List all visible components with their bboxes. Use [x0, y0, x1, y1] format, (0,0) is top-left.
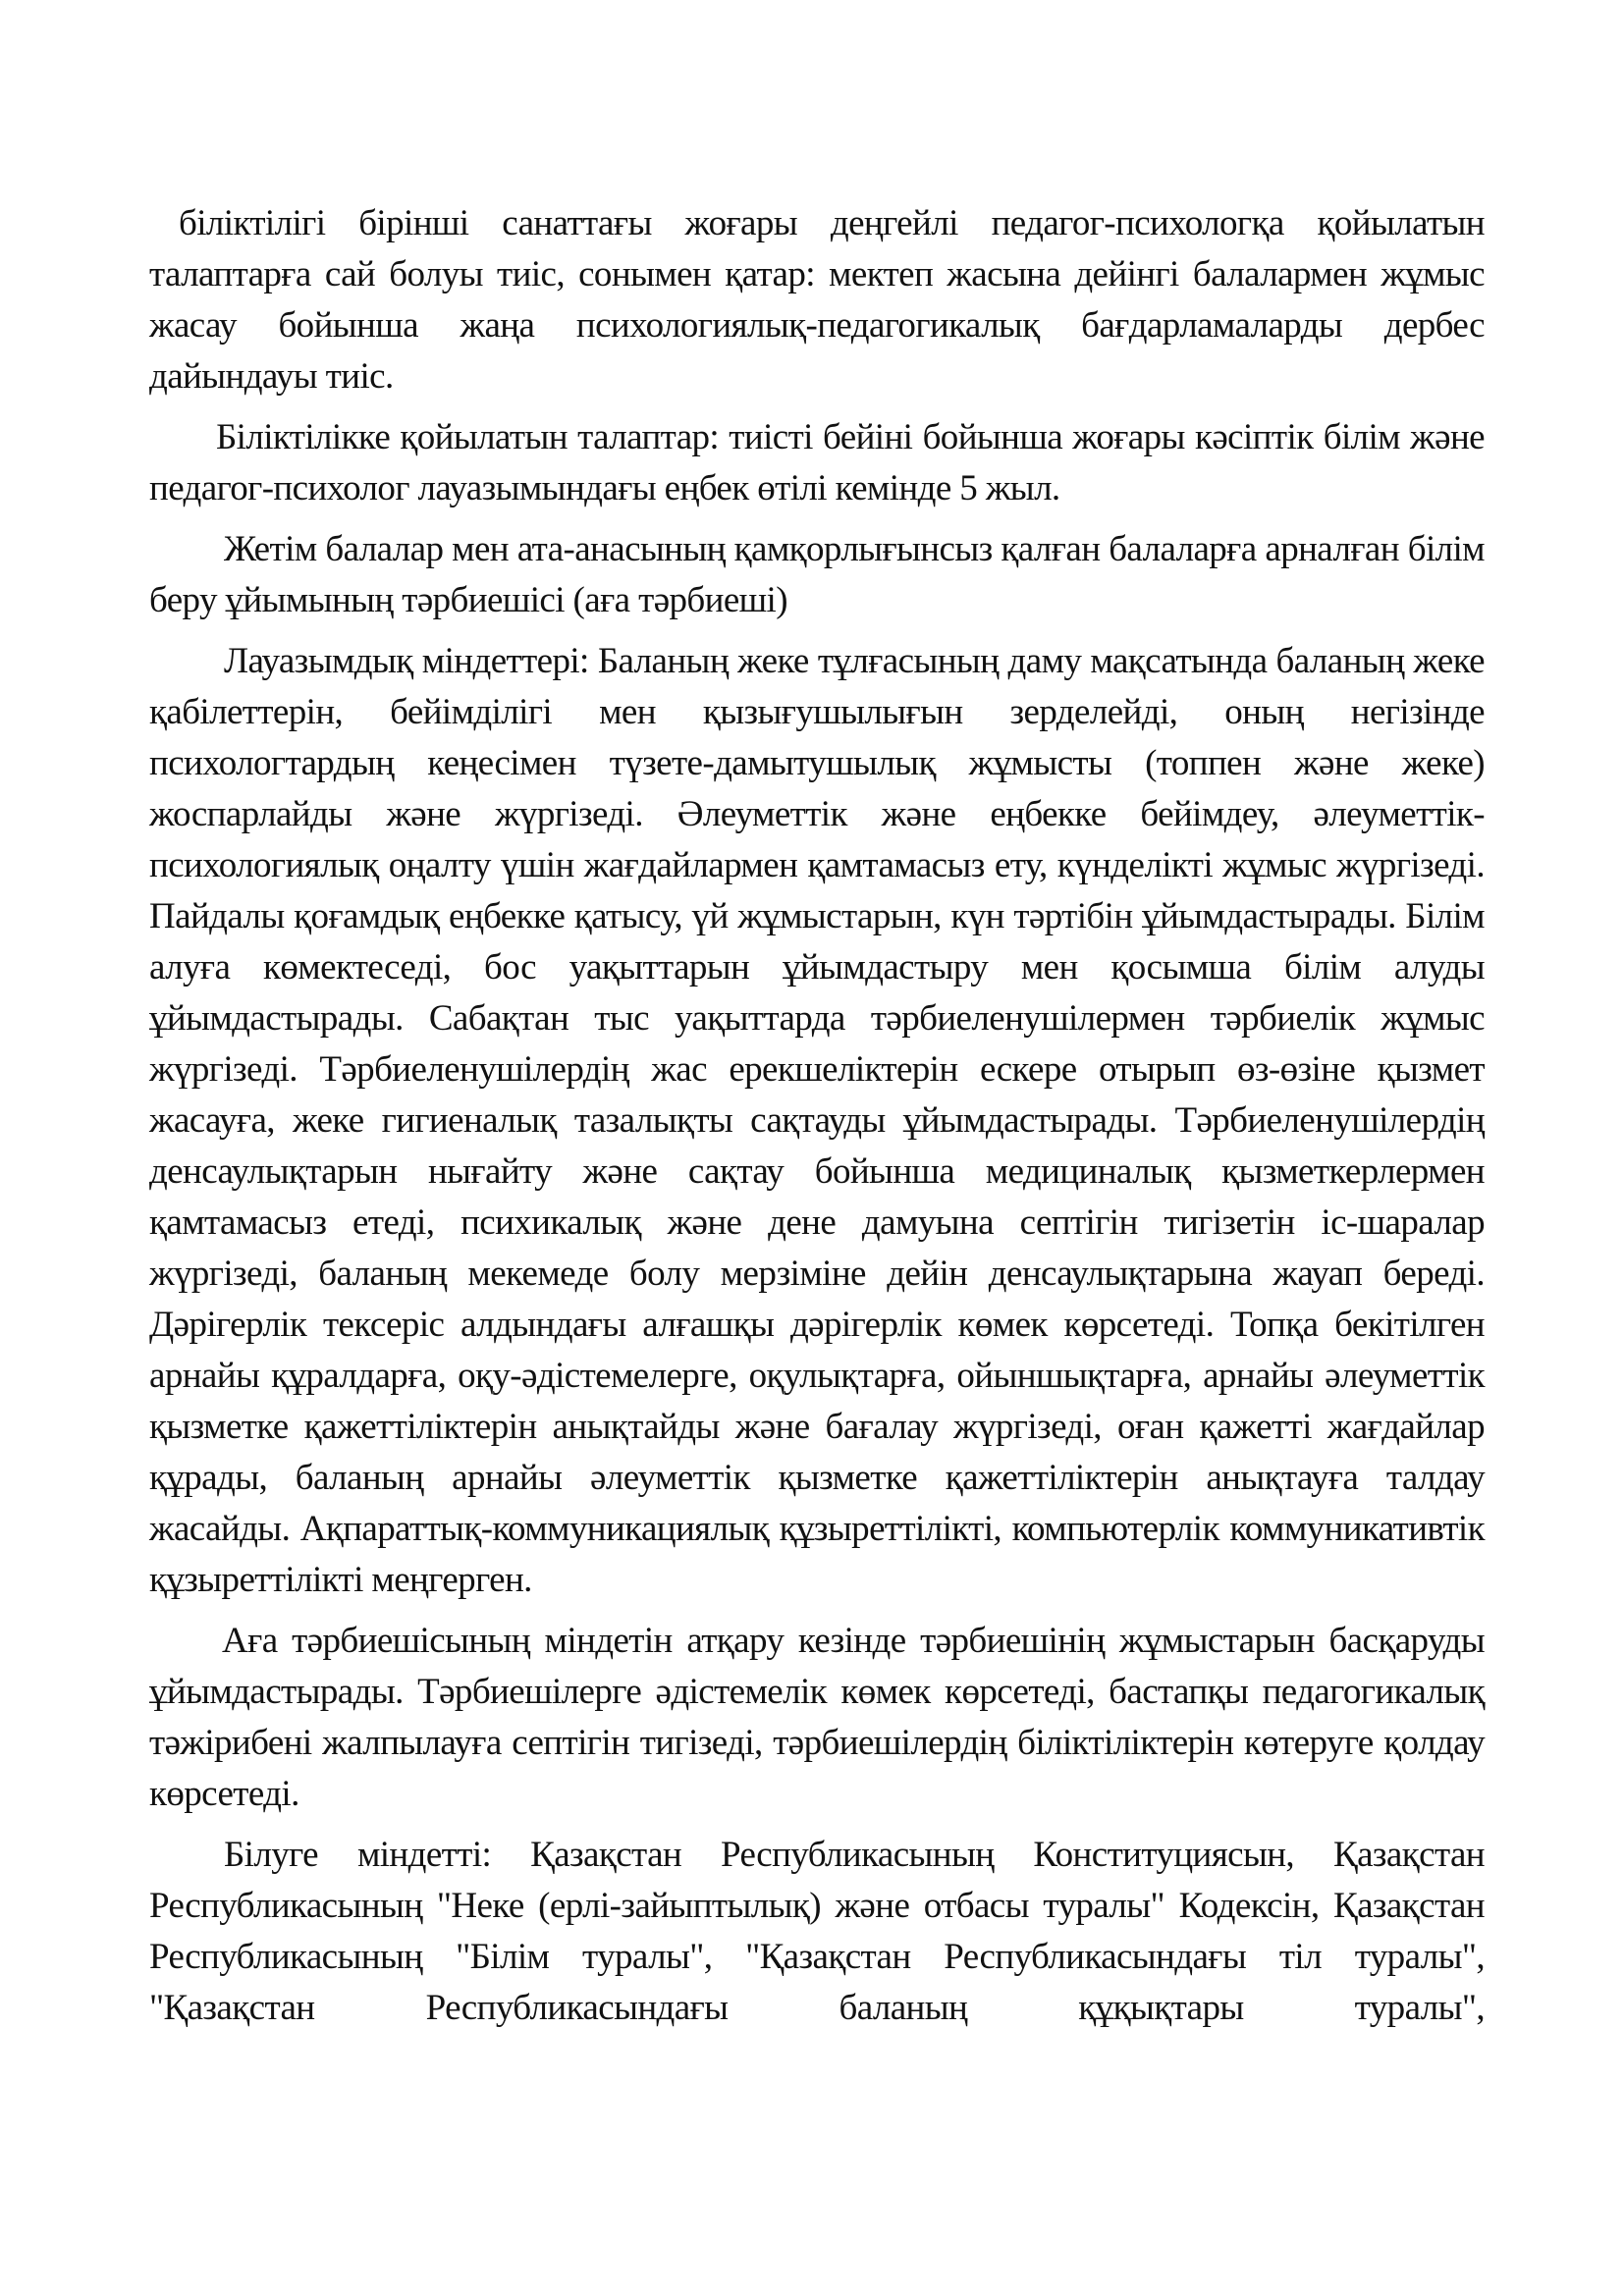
paragraph-position-title: Жетім балалар мен ата-анасының қамқорлығынсыз қалған балаларға арналған білім беру ұйымының тәрбиешісі (аға тәрбиеші) [149, 529, 1485, 620]
paragraph-job-duties: Лауазымдық міндеттері: Баланың жеке тұлғасының даму мақсатында баланың жеке қабілеттерін, бейімділігі мен қызығушылығын зерделейді, оның негізінде психологтардың кеңесімен түзете-дамытушылық жұмысты (топпен және жеке) жоспарлайды және жүргізеді. Әлеуметтік және еңбекке бейімдеу, әлеуметтік-психологиялық оңалту үшін жағдайлармен қамтамасыз ету, күнделікті жұмыс жүргізеді. Пайдалы қоғамдық еңбекке қатысу, үй жұмыстарын, күн тәртібін ұйымдастырады. Білім алуға көмектеседі, бос уақыттарын ұйымдастыру мен қосымша білім алуды ұйымдастырады. Сабақтан тыс уақыттарда тәрбиеленушілермен тәрбиелік жұмыс жүргізеді. Тәрбиеленушілердің жас ерекшеліктерін ескере отырып өз-өзіне қызмет жасауға, жеке гигиеналық тазалықты сақтауды ұйымдастырады. Тәрбиеленушілердің денсаулықтарын нығайту және сақтау бойынша медициналық қызметкерлермен қамтамасыз етеді, психикалық және дене дамуына септігін тигізетін іс-шаралар жүргізеді, баланың мекемеде болу мерзіміне дейін денсаулықтарына жауап береді. Дәрігерлік тексеріс алдындағы алғашқы дәрігерлік көмек көрсетеді. Топқа бекітілген арнайы құралдарға, оқу-әдістемелерге, оқулықтарға, ойыншықтарға, арнайы әлеуметтік қызметке қажеттіліктерін анықтайды және бағалау жүргізеді, оған қажетті жағдайлар құрады, баланың арнайы әлеуметтік қызметке қажеттіліктерін анықтауға талдау жасайды. Ақпараттық-коммуникациялық құзыреттілікті, компьютерлік коммуникативтік құзыреттілікті меңгерген. [149, 641, 1485, 1600]
paragraph-senior-duties: Аға тәрбиешісының міндетін атқару кезінде тәрбиешінің жұмыстарын басқаруды ұйымдастырады. Тәрбиешілерге әдістемелік көмек көрсетеді, бастапқы педагогикалық тәжірибені жалпылауға септігін тигізеді, тәрбиешілердің біліктіліктерін көтеруге қолдау көрсетеді. [149, 1621, 1485, 1814]
document-page [149, 198, 1485, 2034]
paragraph-qualification-continuation: біліктілігі бірінші санаттағы жоғары деңгейлі педагог-психологқа қойылатын талаптарға сай болуы тиіс, сонымен қатар: мектеп жасына дейінгі балалармен жұмыс жасау бойынша жаңа психологиялық-педагогикалық бағдарламаларды дербес дайындауы тиіс. [149, 203, 1485, 397]
paragraph-must-know: Білуге міндетті: Қазақстан Республикасының Конституциясын, Қазақстан Республикасының "Неке (ерлі-зайыптылық) және отбасы туралы" Кодексін, Қазақстан Республикасының "Білім туралы", "Қазақстан Республикасындағы тіл туралы", "Қазақстан Республикасындағы баланың құқықтары туралы", [149, 1835, 1485, 2028]
paragraph-qualification-requirements: Біліктілікке қойылатын талаптар: тиісті бейіні бойынша жоғары кәсіптік білім және педагог-психолог лауазымындағы еңбек өтілі кемінде 5 жыл. [149, 417, 1485, 508]
